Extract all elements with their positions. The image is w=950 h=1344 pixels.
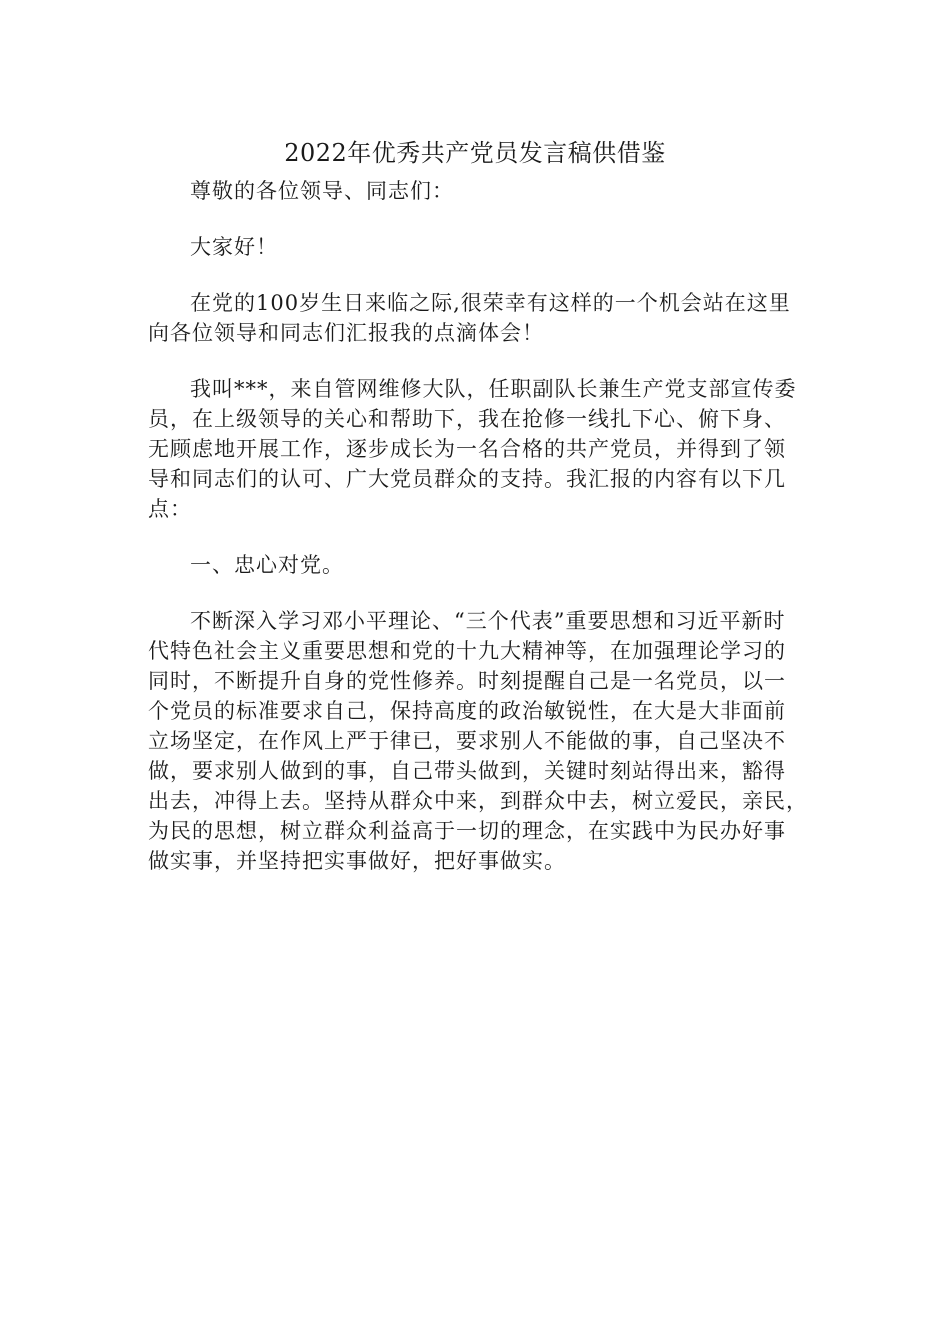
body-paragraph: [148, 537, 802, 593]
paragraph-line: 员，在上级领导的关心和帮助下，我在抢修一线扎下心、俯下身、: [148, 407, 786, 431]
body-paragraph: [148, 163, 802, 219]
paragraph-line: 代特色社会主义重要思想和党的十九大精神等，在加强理论学习的: [148, 639, 786, 663]
body-paragraph: [148, 593, 808, 889]
document-body: [148, 163, 808, 889]
paragraph-line: 做实事，并坚持把实事做好，把好事做实。: [148, 849, 566, 873]
paragraph-line: 出去，冲得上去。坚持从群众中来，到群众中去，树立爱民，亲民，: [148, 789, 808, 813]
paragraph-line: 立场坚定，在作风上严于律已，要求别人不能做的事，自己坚决不: [148, 729, 786, 753]
paragraph-line: 点：: [148, 497, 192, 521]
paragraph-line: 为民的思想，树立群众利益高于一切的理念，在实践中为民办好事: [148, 819, 786, 843]
paragraph-line: 向各位领导和同志们汇报我的点滴体会！: [148, 321, 544, 345]
paragraph-line: 无顾虑地开展工作，逐步成长为一名合格的共产党员，并得到了领: [148, 437, 786, 461]
paragraph-line: 我叫***，来自管网维修大队，任职副队长兼生产党支部宣传委: [190, 377, 797, 401]
paragraph-line: 一、忠心对党。: [190, 553, 344, 577]
paragraph-line: 导和同志们的认可、广大党员群众的支持。我汇报的内容有以下几: [148, 467, 786, 491]
paragraph-line: 尊敬的各位领导、同志们：: [190, 179, 454, 203]
body-paragraph: [148, 219, 802, 275]
paragraph-line: 做，要求别人做到的事，自己带头做到，关键时刻站得出来，豁得: [148, 759, 786, 783]
paragraph-line: 在党的100岁生日来临之际,很荣幸有这样的一个机会站在这里: [190, 291, 791, 315]
document-title: 2022年优秀共产党员发言稿供借鉴: [284, 139, 666, 167]
paragraph-line: 个党员的标准要求自己，保持高度的政治敏锐性，在大是大非面前: [148, 699, 786, 723]
body-paragraph: [148, 275, 802, 361]
paragraph-line: 同时，不断提升自身的党性修养。时刻提醒自己是一名党员，以一: [148, 669, 786, 693]
paragraph-line: 大家好！: [190, 235, 278, 259]
paragraph-line: 不断深入学习邓小平理论、“三个代表”重要思想和习近平新时: [190, 609, 786, 633]
body-paragraph: [148, 361, 802, 537]
